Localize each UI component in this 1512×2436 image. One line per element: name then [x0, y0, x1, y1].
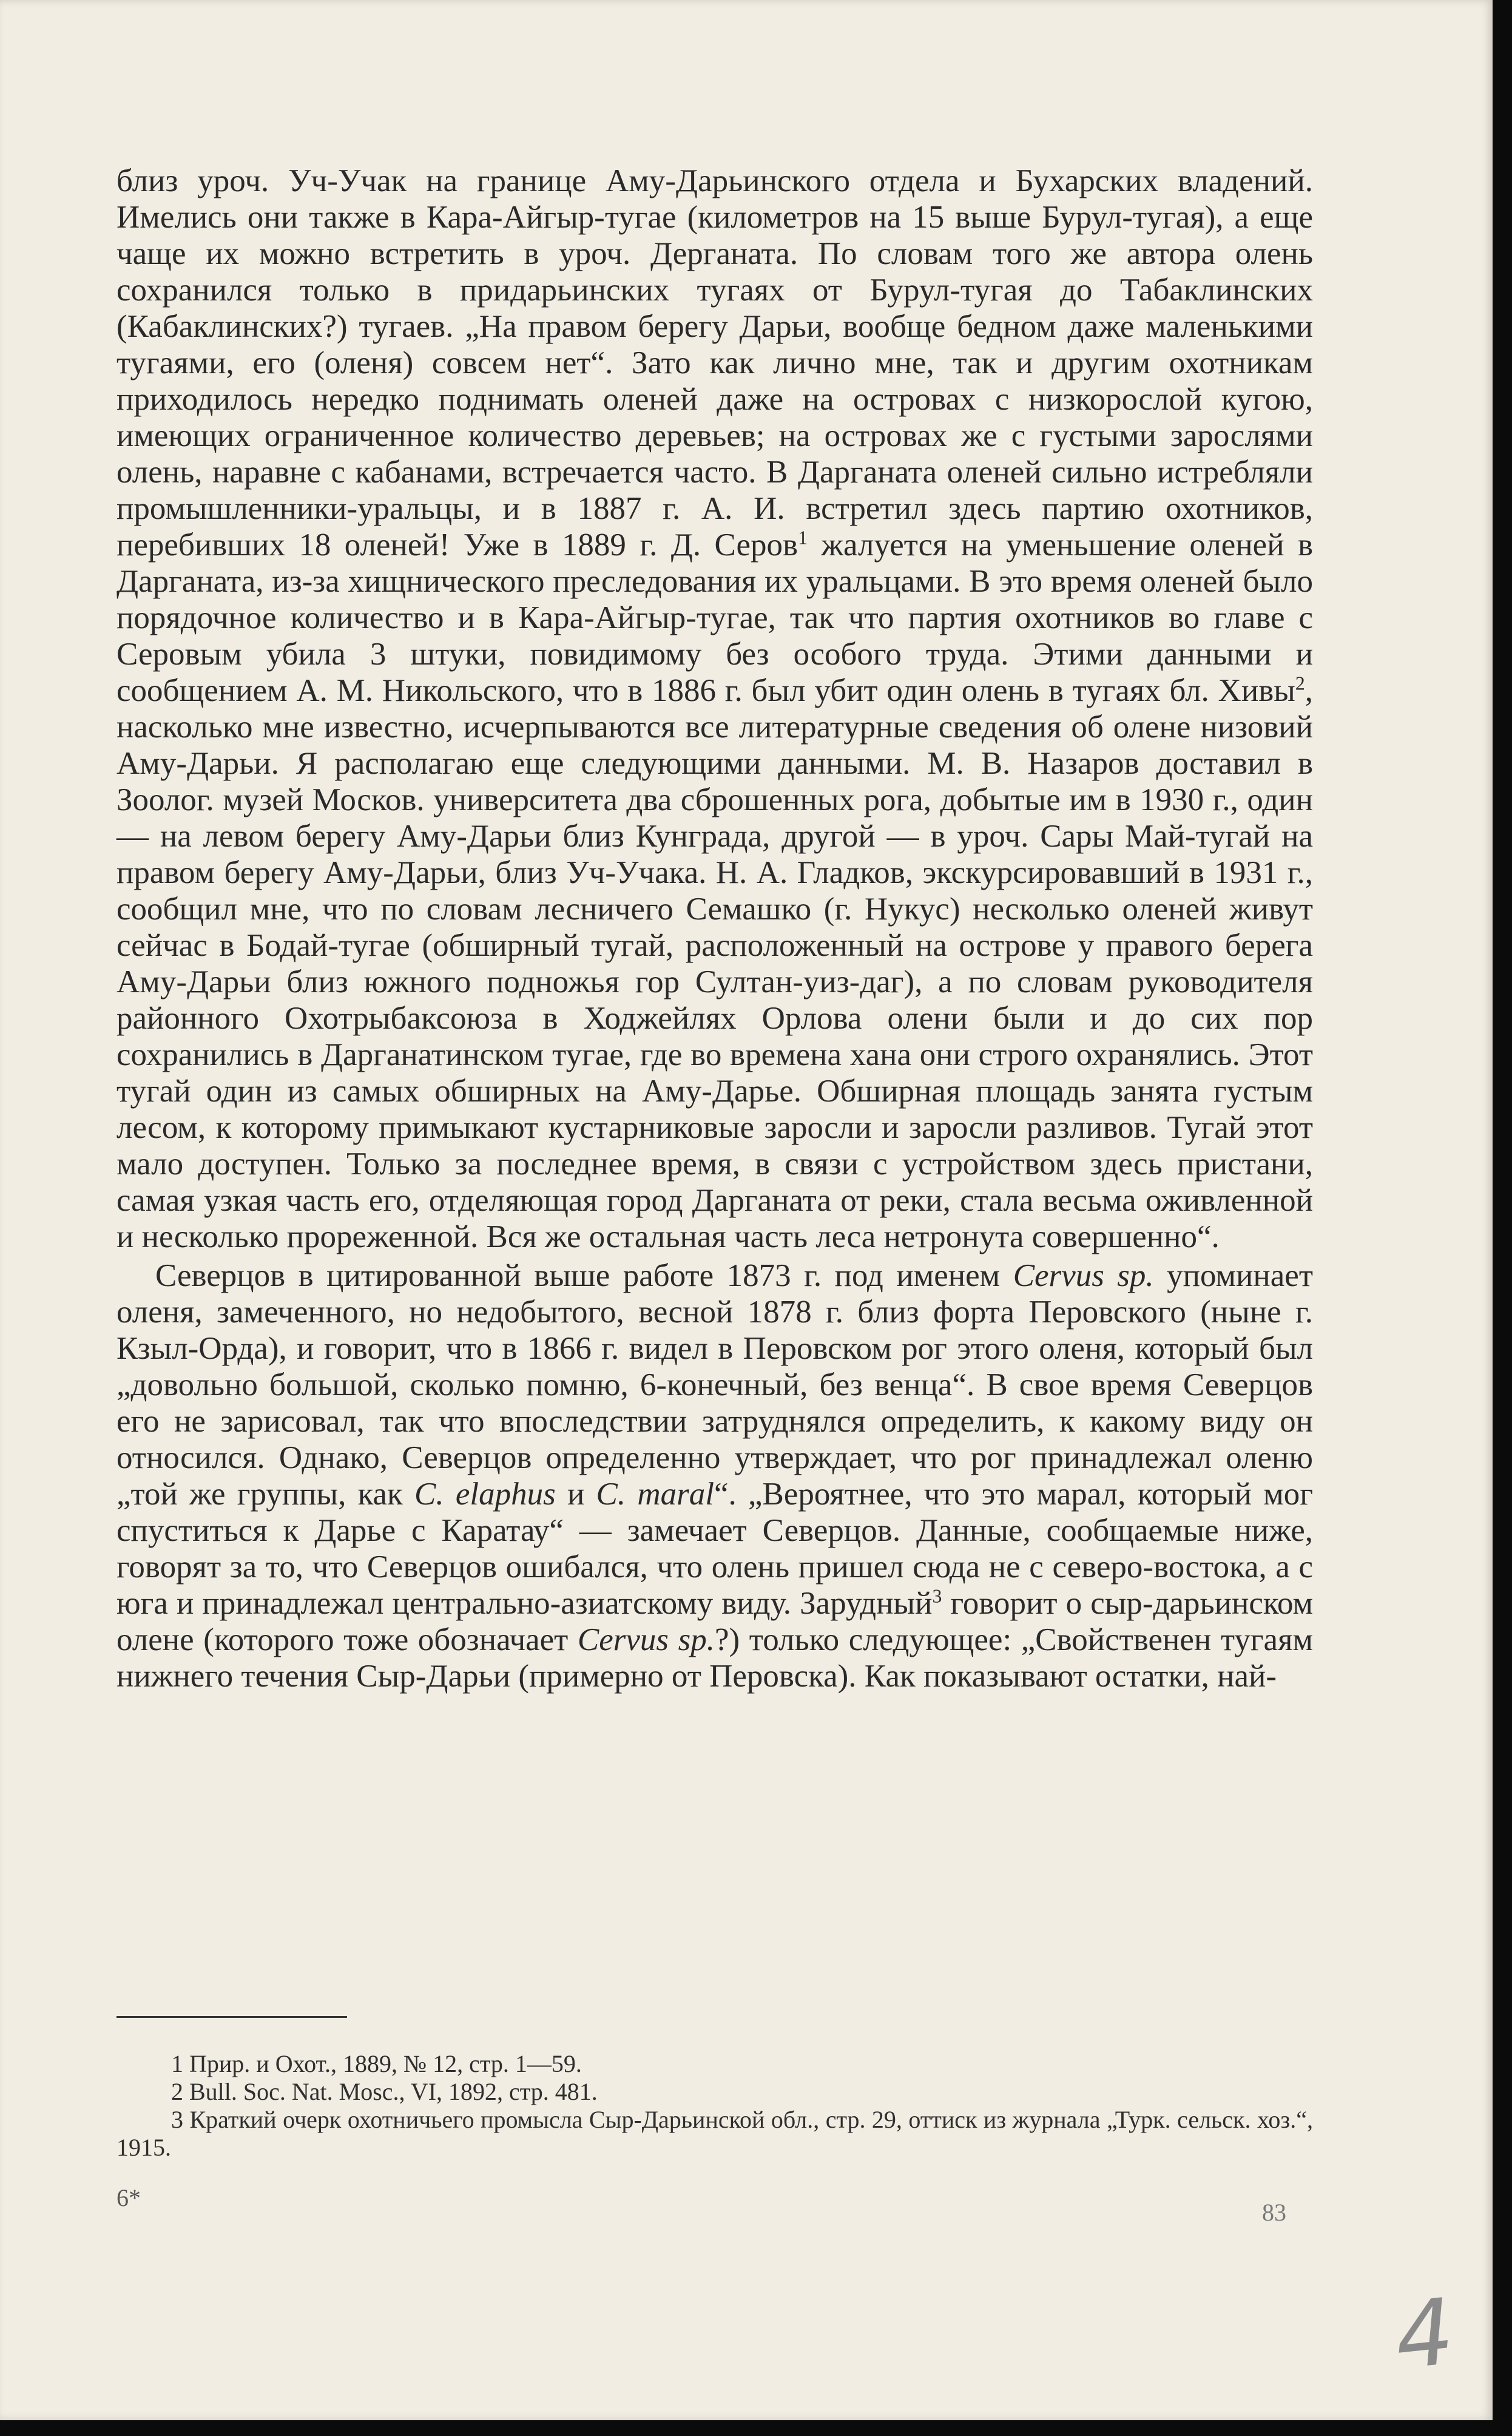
signature-mark: 6* — [116, 2184, 141, 2211]
footnote-3: 3 Краткий очерк охотничьего промысла Сыр-Дарьинской обл., стр. 29, оттиск из журнала „Турк. сельск. хоз.“, 1915. — [116, 2106, 1313, 2161]
page-number: 83 — [1262, 2199, 1286, 2226]
footnote-ref-3: 3 — [932, 1585, 942, 1607]
handwritten-mark: 4 — [1390, 2279, 1459, 2390]
footnotes — [116, 2050, 1313, 2162]
footnote-ref-2: 2 — [1295, 672, 1305, 694]
taxon-name: Cervus sp. — [577, 1622, 715, 1657]
footnote-1: 1 Прир. и Охот., 1889, № 12, стр. 1—59. — [171, 2050, 582, 2077]
taxon-name: C. maral — [596, 1477, 714, 1512]
paragraph-1: близ уроч. Уч-Учак на границе Аму-Дарьинского отдела и Бухарских владений. Имелись они также в Кара-Айгыр-тугае (километров на 15 выше Бурул-тугая), а еще чаще их можно встретить в уроч. Дерганата. По словам того же автора олень сохранился только в придарьинских тугаях от Бурул-тугая до Табаклинских (Кабаклинских?) тугаев. „На правом берегу Дарьи, вообще бедном даже маленькими тугаями, его (оленя) совсем нет“. Зато как лично мне, так и другим охотникам приходилось нередко поднимать оленей даже на островах с низкорослой кугою, имеющих ограниченное количество деревьев; на островах же с густыми зарослями олень, наравне с кабанами, встречается часто. В Дарганата оленей сильно истребляли промышленники-уральцы, и в 1887 г. А. И. встретил здесь партию охотников, перебивших 18 оленей! Уже в 1889 г. Д. Серов$^1$ жалуется на уменьшение оленей в Дарганата, из-за хищнического преследования их уральцами. В это время оленей было порядочное количество и в Кара-Айгыр-тугае, так что партия охотников во главе с Серовым убила 3 штуки, повидимому без особого труда. Этими данными и сообщением А. М. Никольского, что в 1886 г. был убит один олень в тугаях бл. Хивы$^2$, насколько мне известно, исчерпываются все литературные сведения об олене низовий Аму-Дарьи. Я располагаю еще следующими данными. М. В. Назаров доставил в Зоолог. музей Москов. университета два сброшенных рога, добытые им в 1930 г., один — на левом берегу Аму-Дарьи близ Кунграда, другой — в уроч. Сары Май-тугай на правом берегу Аму-Дарьи, близ Уч-Учака. Н. А. Гладков, экскурсировавший в 1931 г., сообщил мне, что по словам лесничего Семашко (г. Нукус) несколько оленей живут сейчас в Бодай-тугае (обширный тугай, расположенный на острове у правого берега Аму-Дарьи близ южного подножья гор Султан-уиз-даг), а по словам руководителя районного Охотрыбаксоюза в Ходжейлях Орлова олени были и до сих пор сохранились в Дарганатинском тугае, где во времена хана они строго охранялись. Этот тугай один из самых обширных на Аму-Дарье. Обширная площадь занята густым лесом, к которому примыкают кустарниковые заросли и заросли разливов. Тугай этот мало доступен. Только за последнее время, в связи с устройством здесь пристани, самая узкая часть его, отделяющая город Дарганата от реки, стала весьма оживленной и несколько прореженной. Вся же остальная часть леса нетронута совершенно“. — [116, 163, 1313, 1254]
taxon-name: C. elaphus — [414, 1477, 556, 1512]
body-text — [116, 163, 1313, 1694]
taxon-name: Cervus sp. — [1013, 1258, 1154, 1293]
footnote-2: 2 Bull. Soc. Nat. Mosc., VI, 1892, стр. 481. — [171, 2078, 598, 2105]
footnote-separator — [116, 2016, 347, 2018]
footnote-ref-1: 1 — [798, 527, 808, 549]
paragraph-2: Северцов в цитированной выше работе 1873 г. под именем Cervus sp. упоминает оленя, замеченного, но недобытого, весной 1878 г. близ форта Перовского (ныне г. Кзыл-Орда), и говорит, что в 1866 г. видел в Перовском рог этого оленя, который был „довольно большой, сколько помню, 6-конечный, без венца“. В свое время Северцов его не зарисовал, так что впоследствии затруднялся определить, к какому виду он относился. Однако, Северцов определенно утверждает, что рог принадлежал оленю „той же группы, как C. elaphus и C. maral“. „Вероятнее, что это марал, который мог спуститься к Дарье с Каратау“ — замечает Северцов. Данные, сообщаемые ниже, говорят за то, что Северцов ошибался, что олень пришел сюда не с северо-востока, а с юга и принадлежал центрально-азиатскому виду. Зарудный$^3$ говорит о сыр-дарьинском олене (которого тоже обозначает Cervus sp.?) только следующее: „Свойственен тугаям нижнего течения Сыр-Дарьи (примерно от Перовска). Как показывают остатки, най- — [116, 1258, 1314, 1694]
